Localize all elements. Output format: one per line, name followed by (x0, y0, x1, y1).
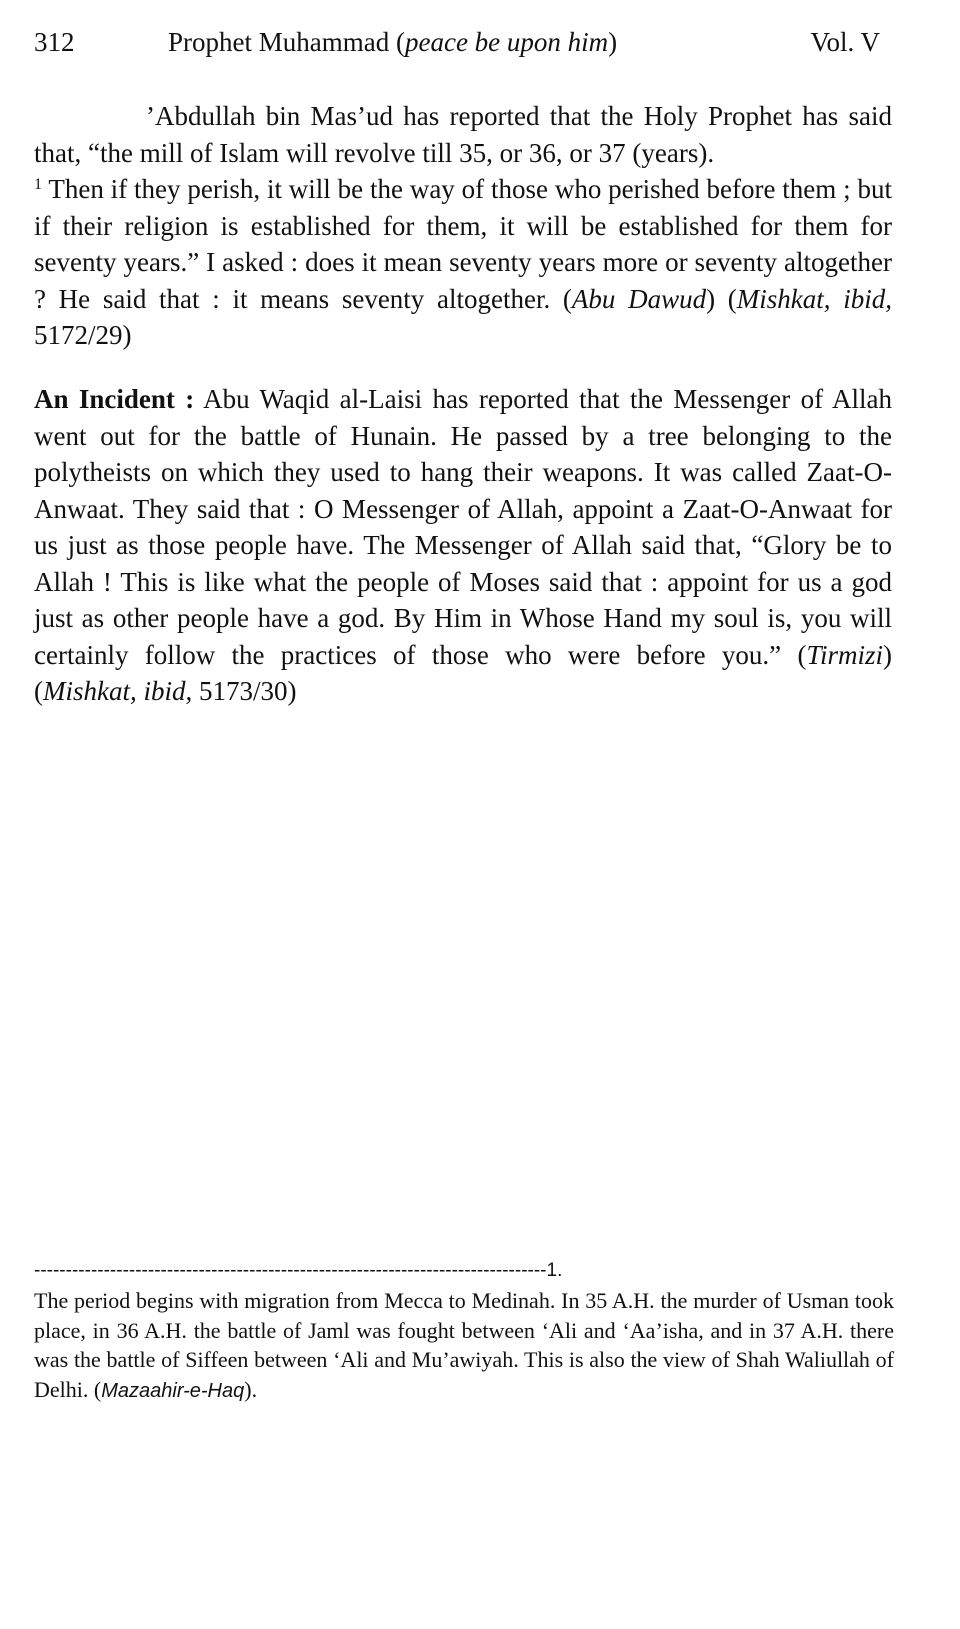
page-header (34, 22, 890, 62)
paragraph-1-ref: 5172/29 (34, 320, 123, 350)
paragraph-1-text-b: Then if they perish, it will be the way of those who perished before them ; but if their religion is established for them, it will be established for them for seventy years.” I asked : does it mean seventy years more or seventy altogether ? He said that : it means seventy altogether. (34, 174, 892, 314)
incident-source-2: Mishkat, ibid, (43, 676, 193, 706)
incident-source-1: Tirmizi (806, 639, 883, 670)
volume-label: Vol. V (810, 27, 880, 57)
page-number: 312 (34, 27, 75, 57)
incident-text: Abu Waqid al-Laisi has reported that the Messenger of Allah went out for the battle of Hunain. He passed by a tree belonging to the polytheists on which they used to hang their weapons. It was called Zaat-O-Anwaat. They said that : O Messenger of Allah, appoint a Zaat-O-Anwaat for us just as those people have. The Messenger of Allah said that, “Glory be to Allah ! This is like what the people of Moses said that : appoint for us a god just as other people have a god. By Him in Whose Hand my soul is, you will certainly follow the practices of those who were before you.” (34, 384, 892, 670)
footnote-1: The period begins with migration from Mecca to Medinah. In 35 A.H. the murder of Usman took place, in 36 A.H. the battle of Jaml was fought between ‘Ali and ‘Aa’isha, and in 37 A.H. there was the battle of Siffeen between ‘Ali and Mu’awiyah. This is also the view of Shah Waliullah of Delhi. (Mazaahir-e-Haq). (34, 1288, 894, 1402)
footnote-marker: 1 (34, 176, 42, 193)
footnote-1-source: Mazaahir-e-Haq (101, 1379, 245, 1402)
running-title: Prophet Muhammad (peace be upon him) (168, 27, 618, 57)
footnote-separator: ---------------------------------------------------------------------------------1. (34, 1260, 563, 1281)
footnote-1-text: The period begins with migration from Mecca to Medinah. In 35 A.H. the murder of Usman took place, in 36 A.H. the battle of Jaml was fought between ‘Ali and ‘Aa’isha, and in 37 A.H. there was the battle of Siffeen between ‘Ali and Mu’awiyah. This is also the view of Shah Waliullah of Delhi. (34, 1288, 894, 1402)
hadith-paragraph-1: ’Abdullah bin Mas’ud has reported that the Holy Prophet has said that, “the mill of Islam will revolve till 35, or 36, or 37 (years). $^1$ Then if they perish, it will be the way of those who perished before them ; but if their religion is established for them, it will be established for them for seventy years.” I asked : does it mean seventy years more or seventy altogether ? He said that : it means seventy altogether. (Abu Dawud) (Mishkat, ibid, 5172/29) (34, 101, 892, 350)
footnote-1-end: . (251, 1376, 258, 1402)
incident-ref: 5173/30 (199, 676, 288, 706)
paragraph-1-source-1: Abu Dawud (571, 283, 707, 314)
paragraph-1-source-2: Mishkat, ibid, (736, 283, 892, 314)
paragraph-1-text-a: ’Abdullah bin Mas’ud has reported that the Holy Prophet has said that, “the mill of Islam will revolve till 35, or 36, or 37 (years). (34, 101, 892, 168)
incident-heading: An Incident : (34, 384, 195, 414)
incident-paragraph: An Incident : Abu Waqid al-Laisi has reported that the Messenger of Allah went out for the battle of Hunain. He passed by a tree belonging to the polytheists on which they used to hang their weapons. It was called Zaat-O-Anwaat. They said that : O Messenger of Allah, appoint a Zaat-O-Anwaat for us just as those people have. The Messenger of Allah said that, “Glory be to Allah ! This is like what the people of Moses said that : appoint for us a god just as other people have a god. By Him in Whose Hand my soul is, you will certainly follow the practices of those who were before you.” (Tirmizi) (Mishkat, ibid, 5173/30) (34, 384, 892, 706)
running-title-main: Prophet Muhammad (168, 27, 390, 57)
running-title-italic: peace be upon him (404, 27, 609, 57)
